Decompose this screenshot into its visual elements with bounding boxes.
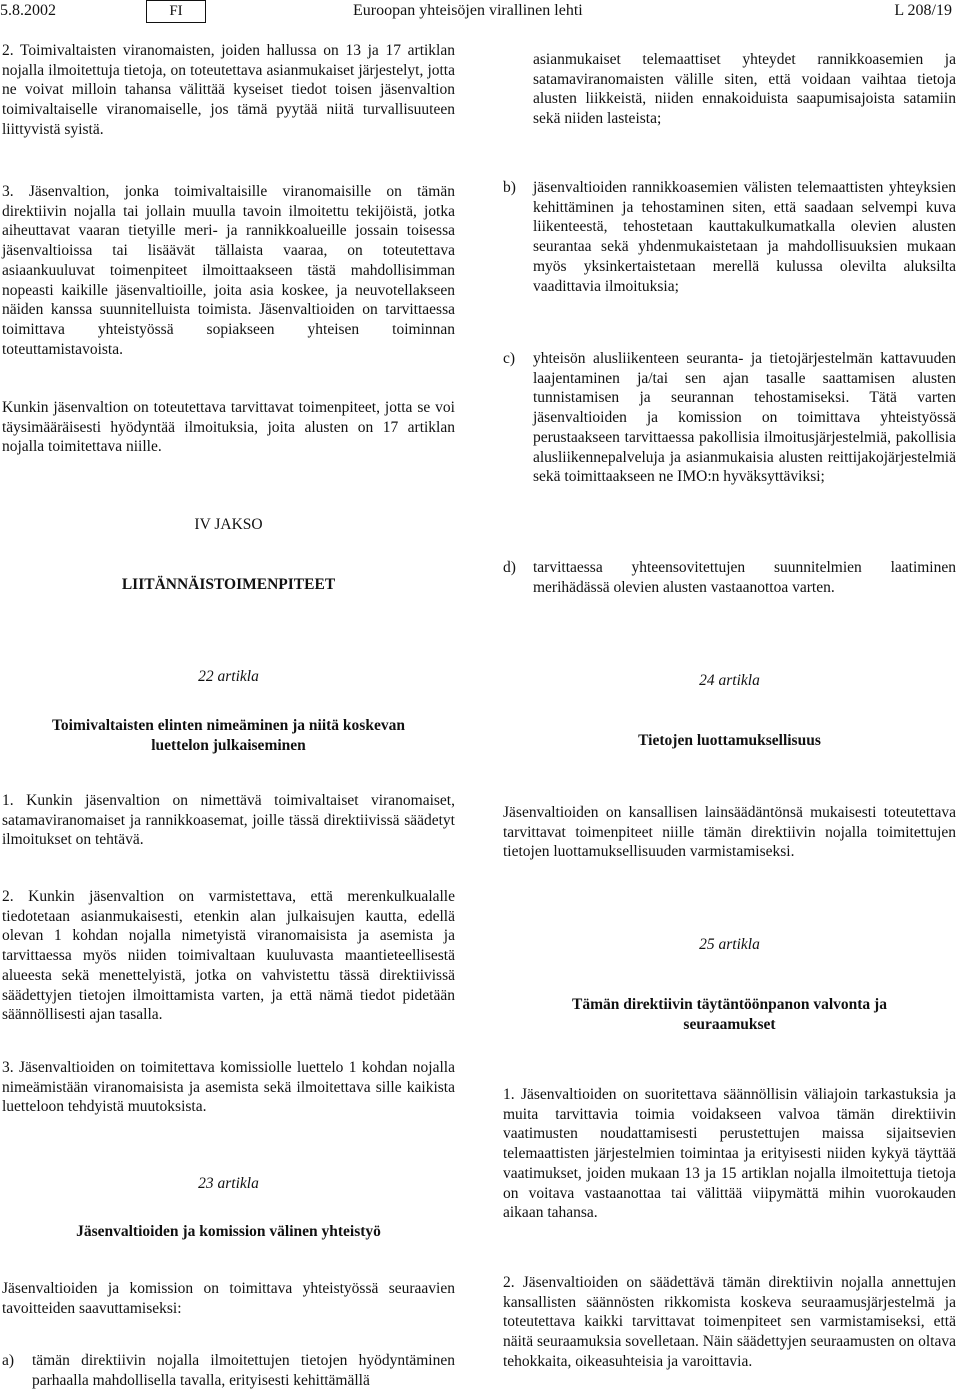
page-header (0, 0, 960, 26)
item-a-continuation: asianmukaiset telemaattiset yhteydet rannikkoasemien ja satamaviranomaisten välille siten, että voidaan vaihtaa tietoja alusten liikkeistä, niiden ennakoiduista saapumisajoista satamiin sekä niiden lasteista; (533, 51, 956, 128)
item-b-text: jäsenvaltioiden rannikkoasemien välisten telemaattisten yhteyksien kehittäminen ja tehostaminen siten, että saadaan selvempi kuva liikenteestä, tehostetaan kauttakulkumatkalla olevien alusten seurantaa sekä yhdenmukaistetaan ja mahdollisuuksien mukaan myös yksinkertaistetaan merellä kulussa olevilta aluksilta vaadittavia ilmoituksia; (533, 179, 956, 295)
article-25-label: 25 artikla (699, 936, 760, 953)
article-24-label: 24 artikla (699, 672, 760, 689)
article-23-item-b (503, 178, 956, 296)
paragraph-3: 3. Jäsenvaltion, jonka toimivaltaisille viranomaisille on tämän direktiivin nojalla tai jollain muulla tavoin ilmoitettu tekijöistä, jotka aiheuttavat vaaran tietyille meri- ja rannikkoalueille jossain toisessa jäsenvaltioissa tai lisäävät tällaista vaaraa, on toteutettava asiaankuuluvat toimenpiteet ilmoittaakseen tästä mahdollisimman nopeasti kaikille jäsenvaltioille, joita asia koskee, ja neuvotellakseen näiden kanssa suunnitelluista toimista. Jäsenvaltioiden on tarvittaessa toimittava yhteistyössä sopiakseen yhteisen toiminnan toteuttamistavoista. (2, 183, 455, 358)
article-22-paragraph-1: 1. Kunkin jäsenvaltion on nimettävä toimivaltaiset viranomaiset, satamaviranomaiset ja rannikkoasemat, joille tässä direktiivissä säädetyt ilmoitukset on tehtävä. (2, 792, 455, 849)
item-d-marker: d) (503, 559, 516, 576)
article-23-item-a (2, 1351, 455, 1390)
article-24-title: Tietojen luottamuksellisuus (638, 732, 821, 749)
article-22-title: Toimivaltaisten elinten nimeäminen ja niitä koskevan luettelon julkaiseminen (52, 717, 405, 754)
journal-title: Euroopan yhteisöjen virallinen lehti (353, 2, 583, 19)
article-22-label: 22 artikla (198, 668, 259, 685)
item-d-text: tarvittaessa yhteensovitettujen suunnitelmien laatiminen merihädässä olevien alusten vastaanottoa varten. (533, 559, 956, 596)
section-label: IV JAKSO (194, 516, 263, 533)
section-title: LIITÄNNÄISTOIMENPITEET (121, 576, 336, 593)
article-22-paragraph-3: 3. Jäsenvaltioiden on toimitettava komissiolle luettelo 1 kohdan nojalla nimeämistään viranomaisista ja asemista sekä ilmoitettava sille kaikista luetteloon tehdyistä muutoksista. (2, 1059, 455, 1116)
publication-date: 5.8.2002 (0, 2, 56, 19)
paragraph-kunkin: Kunkin jäsenvaltion on toteutettava tarvittavat toimenpiteet, jotta se voi täysimääräisesti hyödyntää ilmoituksia, joita alusten on 17 artiklan nojalla toimitettava niille. (2, 399, 455, 456)
page-number: L 208/19 (894, 2, 952, 19)
article-25-title: Tämän direktiivin täytäntöönpanon valvonta ja seuraamukset (572, 996, 887, 1033)
item-c-text: yhteisön alusliikenteen seuranta- ja tietojärjestelmän kattavuuden laajentaminen ja/tai sen ajan tasalle saattamisen alusten tunnistamisen ja seurannan tehostamiseksi. Tätä varten jäsenvaltioiden ja komission on toimittava yhteistyössä perustaakseen tarvittaessa pakollisia ilmoitusjärjestelmiä, pakollisia alusliikennepalveluja ja asianmukaisia alusten reittijakojärjestelmiä sekä toimittaakseen ne IMO:n hyväksyttäviksi; (533, 350, 956, 486)
item-a-text: tämän direktiivin nojalla ilmoitettujen tietojen hyödyntäminen parhaalla mahdollisella tavalla, erityisesti kehittämällä (32, 1352, 455, 1389)
item-a-marker: a) (2, 1352, 15, 1369)
language-badge: FI (146, 0, 206, 23)
article-25-paragraph-2: 2. Jäsenvaltioiden on säädettävä tämän direktiivin nojalla annettujen kansallisten säännösten rikkomista koskeva seuraamusjärjestelmä ja toteutettava kaikki tarvittavat toimenpiteet sen varmistamiseksi, että näitä seuraamuksia sovelletaan. Näin säädettyjen seuraamusten on oltava tehokkaita, oikeasuhteisia ja varoittavia. (503, 1274, 956, 1370)
article-25-paragraph-1: 1. Jäsenvaltioiden on suoritettava säännöllisin väliajoin tarkastuksia ja muita tarvittavia toimia voidakseen valvoa tämän direktiivin vaatimusten noudattamisesti perustettujen maissa sijaitsevien telemaattisten järjestelmien toimintaa ja erityisesti niiden kykyä täyttää vaatimukset, joiden mukaan 13 ja 15 artiklan nojalla ilmoitettuja tietoja on voitava vastaanottaa tai välittää viipymättä mihin vuorokauden aikaan tahansa. (503, 1086, 956, 1222)
item-b-marker: b) (503, 179, 516, 196)
article-22-paragraph-2: 2. Kunkin jäsenvaltion on varmistettava, että merenkulkualalle tiedotetaan asianmukaisesti, etenkin alan julkaisujen kautta, edellä olevan 1 kohdan nojalla nimetyistä viranomaisista ja asemista ja tarvittaessa myös niiden toimivaltaan kuuluvasta maantieteellisestä alueesta sekä menettelyistä, jotka on vahvistettu tässä direktiivissä säädettyjen tietojen ilmoittamista varten, ja että nämä tiedot pidetään säännöllisesti ajan tasalla. (2, 888, 455, 1024)
article-23-intro: Jäsenvaltioiden ja komission on toimittava yhteistyössä seuraavien tavoitteiden saavuttamiseksi: (2, 1280, 455, 1317)
article-23-item-d (503, 558, 956, 597)
item-c-marker: c) (503, 350, 516, 367)
article-23-item-c (503, 349, 956, 487)
paragraph-2: 2. Toimivaltaisten viranomaisten, joiden hallussa on 13 ja 17 artiklan nojalla ilmoitettuja tietoja, on toteutettava asianmukaiset järjestelyt, jotta ne voivat milloin tahansa välittää kyseiset tiedot toisen jäsenvaltion toimivaltaiselle viranomaiselle, jos tämä pyytää niitä turvallisuuteen liittyvistä syistä. (2, 42, 455, 138)
article-23-title: Jäsenvaltioiden ja komission välinen yhteistyö (76, 1223, 381, 1240)
article-23-label: 23 artikla (198, 1175, 259, 1192)
article-24-text: Jäsenvaltioiden on kansallisen lainsäädäntönsä mukaisesti toteutettava tarvittavat toimenpiteet niille tämän direktiivin nojalla toimitettujen tietojen luottamuksellisuuden varmistamiseksi. (503, 804, 956, 861)
